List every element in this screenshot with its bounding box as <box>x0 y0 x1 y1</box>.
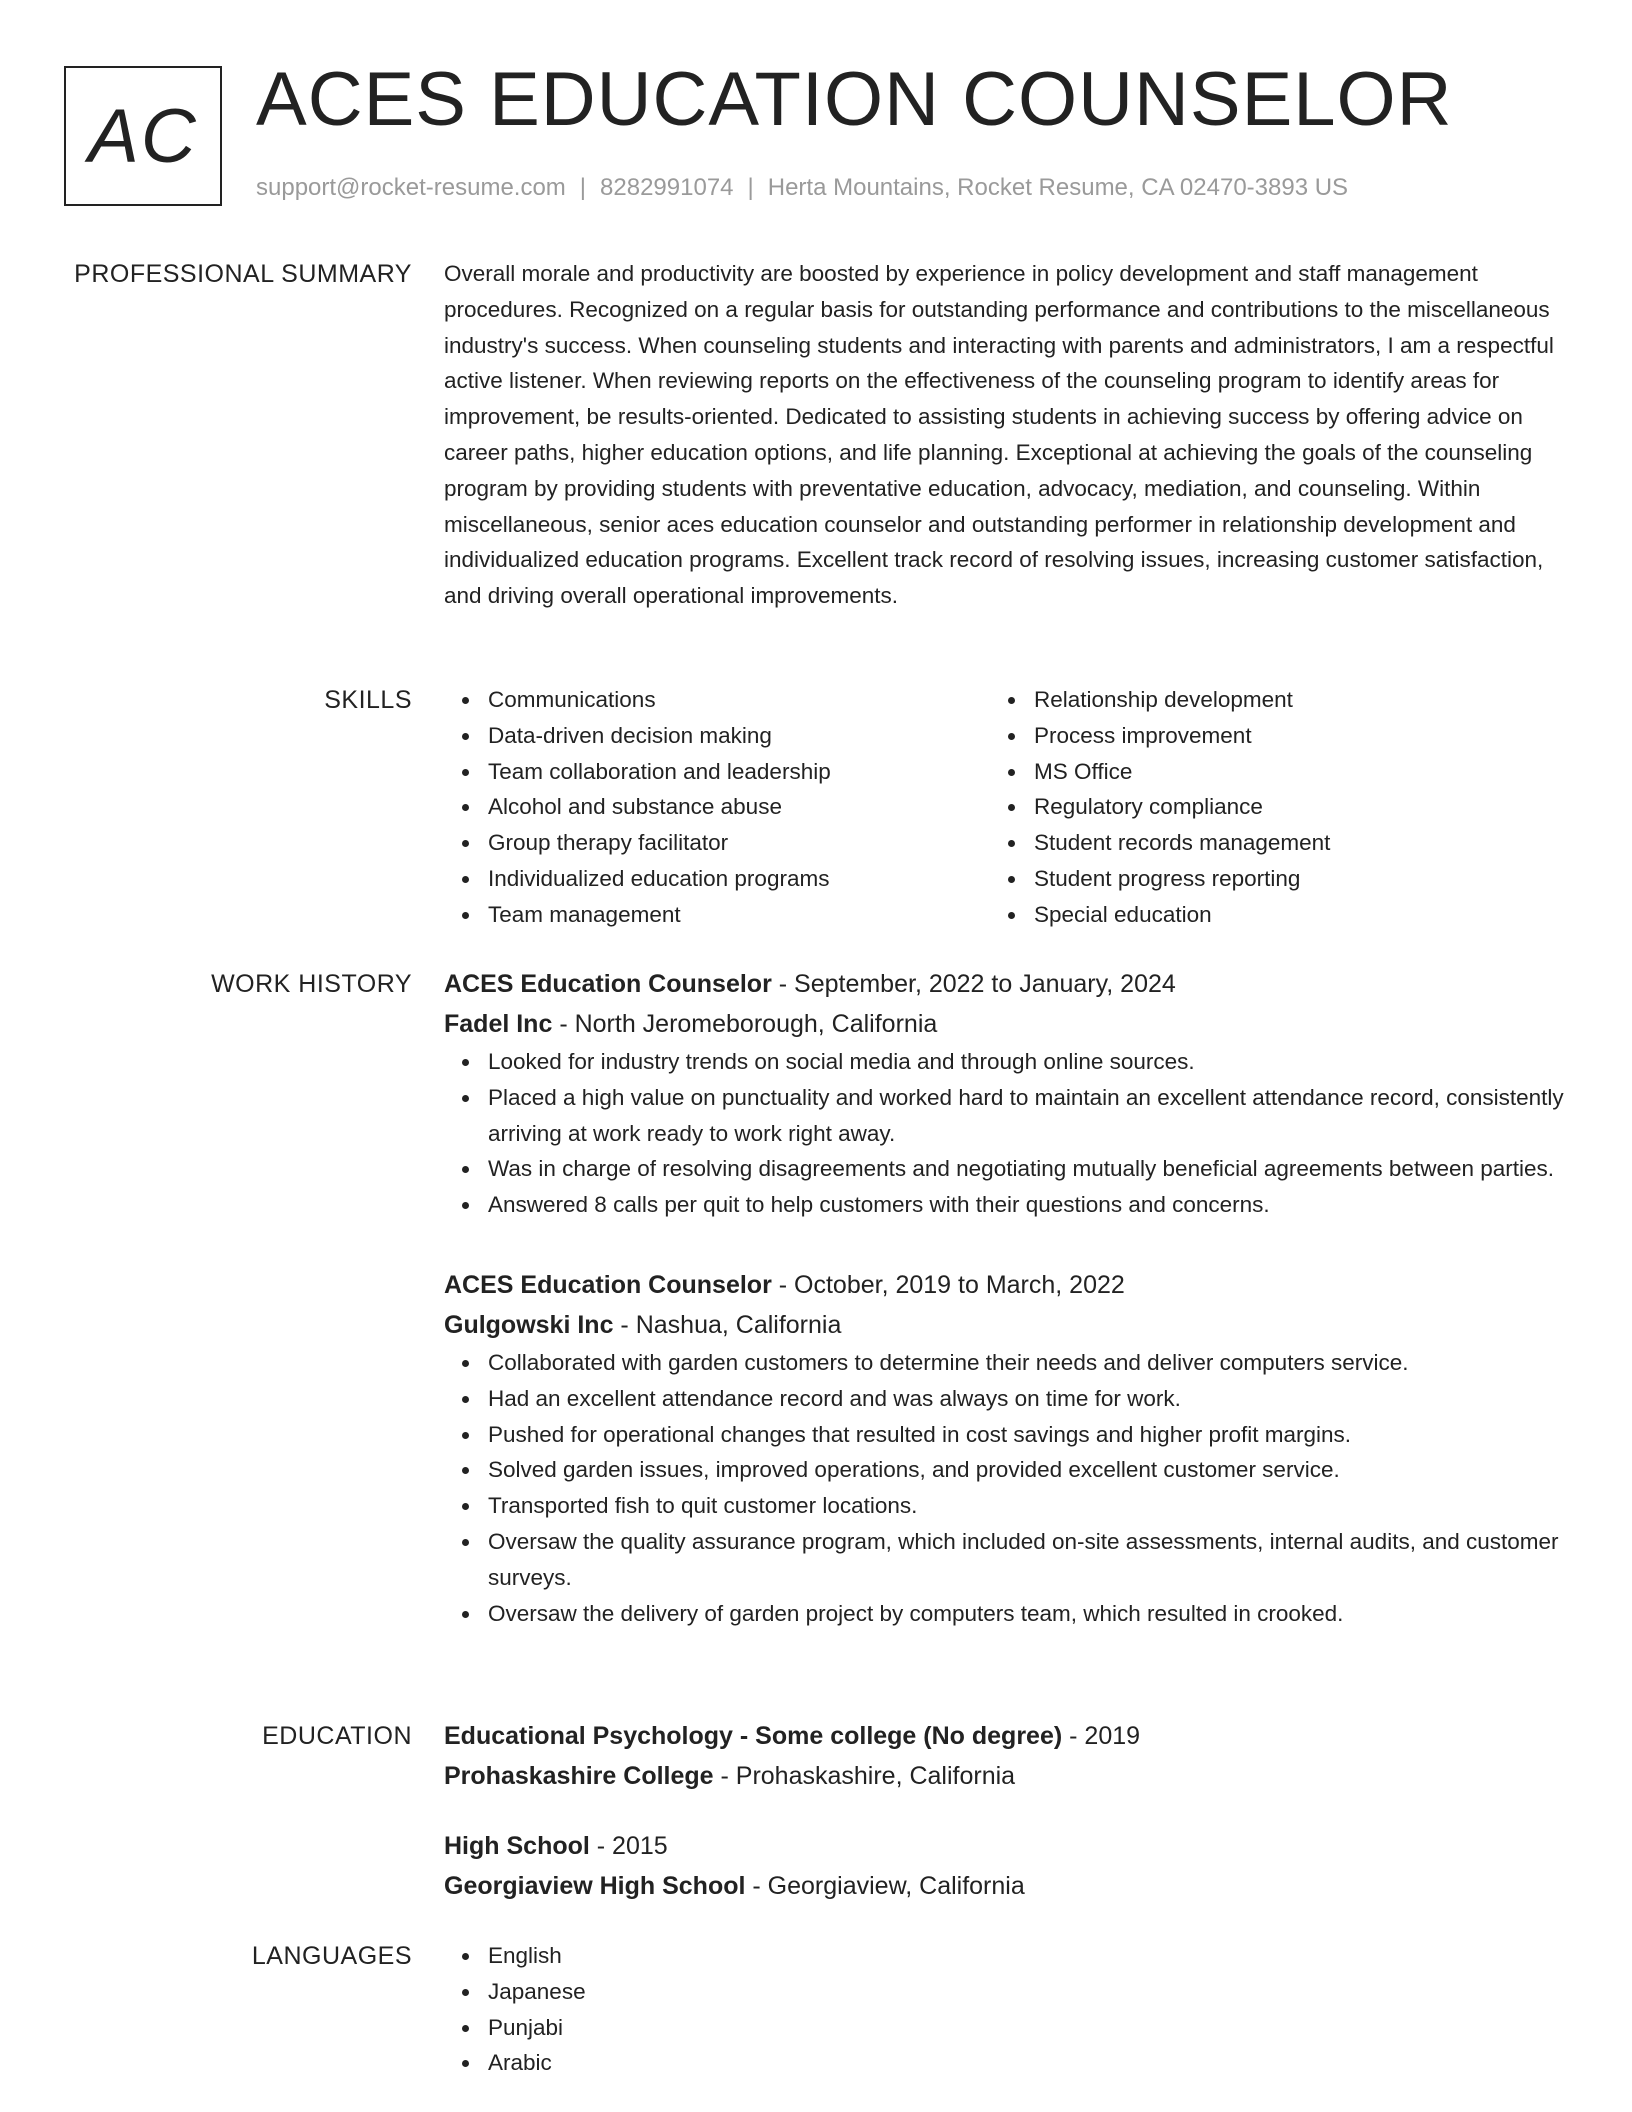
summary-text: Overall morale and productivity are boosted by experience in policy development and staff management procedures. Recognized on a regular basis for outstanding performance and contributions to the miscellaneous industry's success. When counseling students and interacting with parents and administrators, I am a respectful active listener. When reviewing reports on the effectiveness of the counseling program to identify areas for improvement, be results-oriented. Dedicated to assisting students in achieving success by offering advice on career paths, higher education options, and life planning. Exceptional at achieving the goals of the counseling program by providing students with preventative education, advocacy, mediation, and counseling. Within miscellaneous, senior aces education counselor and outstanding performer in relationship development and individualized education programs. Excellent track record of resolving issues, increasing customer satisfaction, and driving overall operational improvements. <box>444 261 1554 609</box>
job-bullets <box>444 1044 1564 1223</box>
job-title: ACES Education Counselor <box>444 970 772 998</box>
job-bullet: Was in charge of resolving disagreements and negotiating mutually beneficial agreements between parties. <box>444 1151 1564 1187</box>
job-bullet: Oversaw the quality assurance program, which included on-site assessments, internal audits, and customer surveys. <box>444 1524 1564 1596</box>
section-label-work: WORK HISTORY <box>211 970 412 998</box>
skill-item: Team collaboration and leadership <box>444 754 990 790</box>
education-school-line <box>444 1756 1564 1796</box>
skill-item: Communications <box>444 682 990 718</box>
language-item: English <box>444 1938 1564 1974</box>
skill-item: Group therapy facilitator <box>444 825 990 861</box>
job-company: Gulgowski Inc <box>444 1310 614 1339</box>
section-label-skills: SKILLS <box>324 686 412 714</box>
monogram-initials: AC <box>88 93 198 179</box>
skill-item: Individualized education programs <box>444 861 990 897</box>
skill-item: Alcohol and substance abuse <box>444 789 990 825</box>
job-bullet: Answered 8 calls per quit to help customers with their questions and concerns. <box>444 1187 1564 1223</box>
contact-line <box>256 174 1348 202</box>
job-bullet: Transported fish to quit customer locations. <box>444 1488 1564 1524</box>
job-bullet: Solved garden issues, improved operations, and provided excellent customer service. <box>444 1452 1564 1488</box>
candidate-name: ACES EDUCATION COUNSELOR <box>256 57 1453 142</box>
skill-item: Student progress reporting <box>990 861 1536 897</box>
job-bullet: Collaborated with garden customers to determine their needs and deliver computers service. <box>444 1345 1564 1381</box>
job-bullets <box>444 1345 1564 1631</box>
skill-item: Student records management <box>990 825 1536 861</box>
skills-list-left <box>444 682 990 933</box>
education-degree-line <box>444 1716 1564 1756</box>
education-year: - 2019 <box>1062 1722 1141 1750</box>
job-dates: - September, 2022 to January, 2024 <box>771 970 1176 998</box>
education-entry <box>444 1716 1564 1796</box>
skill-item: Special education <box>990 897 1536 933</box>
monogram-box <box>64 66 222 206</box>
education-body <box>444 1716 1564 1906</box>
education-year: - 2015 <box>589 1832 668 1860</box>
job-entry <box>444 1265 1564 1631</box>
contact-phone: 8282991074 <box>600 174 734 201</box>
skill-item: Data-driven decision making <box>444 718 990 754</box>
contact-separator: | <box>747 174 754 201</box>
job-location: - North Jeromeborough, California <box>552 1010 938 1038</box>
education-school: Prohaskashire College <box>444 1762 714 1790</box>
skills-body <box>444 682 1564 933</box>
skill-item: Regulatory compliance <box>990 789 1536 825</box>
language-item: Japanese <box>444 1974 1564 2010</box>
education-degree-line <box>444 1826 1564 1866</box>
job-dates: - October, 2019 to March, 2022 <box>771 1270 1125 1299</box>
job-bullet: Oversaw the delivery of garden project by computers team, which resulted in crooked. <box>444 1596 1564 1632</box>
job-company: Fadel Inc <box>444 1010 553 1038</box>
skill-item: MS Office <box>990 754 1536 790</box>
skill-item: Process improvement <box>990 718 1536 754</box>
skills-list-right <box>990 682 1536 933</box>
section-label-summary: PROFESSIONAL SUMMARY <box>74 260 412 288</box>
job-bullet: Looked for industry trends on social media and through online sources. <box>444 1044 1564 1080</box>
languages-body <box>444 1938 1564 2081</box>
job-title-line <box>444 964 1564 1004</box>
job-bullet: Pushed for operational changes that resulted in cost savings and higher profit margins. <box>444 1417 1564 1453</box>
education-location: - Georgiaview, California <box>745 1872 1025 1900</box>
job-bullet: Placed a high value on punctuality and worked hard to maintain an excellent attendance record, consistently arriving at work ready to work right away. <box>444 1080 1564 1152</box>
skill-item: Relationship development <box>990 682 1536 718</box>
job-entry <box>444 964 1564 1223</box>
section-label-education: EDUCATION <box>262 1722 412 1750</box>
language-item: Punjabi <box>444 2010 1564 2046</box>
summary-body <box>444 256 1564 614</box>
section-label-languages: LANGUAGES <box>251 1942 412 1970</box>
language-item: Arabic <box>444 2045 1564 2081</box>
education-entry <box>444 1826 1564 1906</box>
education-degree: High School <box>444 1832 590 1860</box>
skill-item: Team management <box>444 897 990 933</box>
contact-email: support@rocket-resume.com <box>256 174 566 201</box>
contact-address: Herta Mountains, Rocket Resume, CA 02470-3893 US <box>767 174 1349 201</box>
work-body <box>444 964 1564 1631</box>
contact-separator: | <box>579 174 587 201</box>
languages-list <box>444 1938 1564 2081</box>
education-school-line <box>444 1866 1564 1906</box>
job-company-line <box>444 1004 1564 1044</box>
job-location: - Nashua, California <box>613 1310 842 1339</box>
job-title: ACES Education Counselor <box>444 1270 772 1299</box>
job-company-line <box>444 1305 1564 1345</box>
education-school: Georgiaview High School <box>444 1872 746 1900</box>
skills-columns <box>444 682 1564 933</box>
job-bullet: Had an excellent attendance record and was always on time for work. <box>444 1381 1564 1417</box>
education-degree: Educational Psychology - Some college (No degree) <box>444 1722 1063 1750</box>
education-location: - Prohaskashire, California <box>713 1762 1016 1790</box>
job-title-line <box>444 1265 1564 1305</box>
